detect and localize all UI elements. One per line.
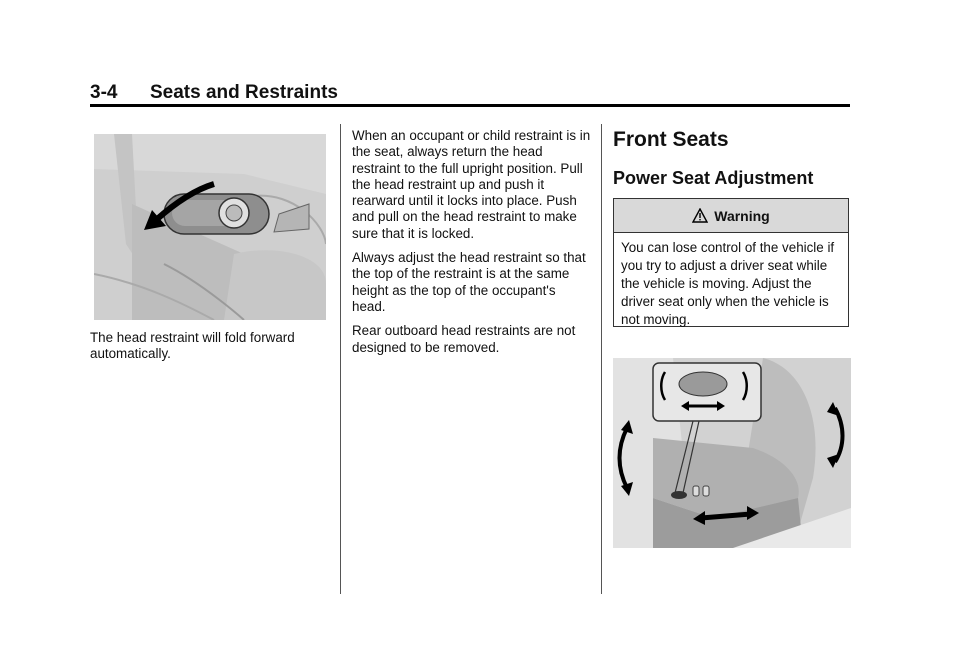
paragraph-not-removable: Rear outboard head restraints are not designed to be removed.: [352, 323, 576, 355]
section-title: Seats and Restraints: [150, 82, 338, 103]
warning-header: [614, 199, 848, 233]
page-number: 3-4: [90, 82, 118, 103]
warning-triangle-icon: [692, 208, 708, 223]
paragraph-adjust-height: Always adjust the head restraint so that the top of the restraint is at the same height as the top of the occupant's head.: [352, 250, 586, 314]
paragraph-return-upright: When an occupant or child restraint is in the seat, always return the head restraint to the full upright position. Pull the head restraint up and push it rearward until it locks into place. Push and pull on the head restraint to make sure that it is locked.: [352, 128, 591, 241]
page-header: [90, 82, 850, 106]
column-divider: [340, 124, 341, 594]
header-rule: [90, 104, 850, 107]
head-restraint-fold-illustration: [94, 134, 326, 320]
middle-column: [352, 128, 592, 364]
figure-caption: The head restraint will fold forward automatically.: [90, 330, 295, 362]
power-seat-controls-illustration: [613, 358, 851, 548]
heading-front-seats: Front Seats: [613, 128, 729, 151]
warning-box: [613, 198, 849, 327]
warning-text: You can lose control of the vehicle if you try to adjust a driver seat while the vehicle is moving. Adjust the driver seat only when the vehicle is not moving.: [621, 240, 835, 327]
column-divider: [601, 124, 602, 594]
heading-power-seat-adjustment: Power Seat Adjustment: [613, 168, 814, 188]
warning-title: Warning: [714, 207, 770, 224]
